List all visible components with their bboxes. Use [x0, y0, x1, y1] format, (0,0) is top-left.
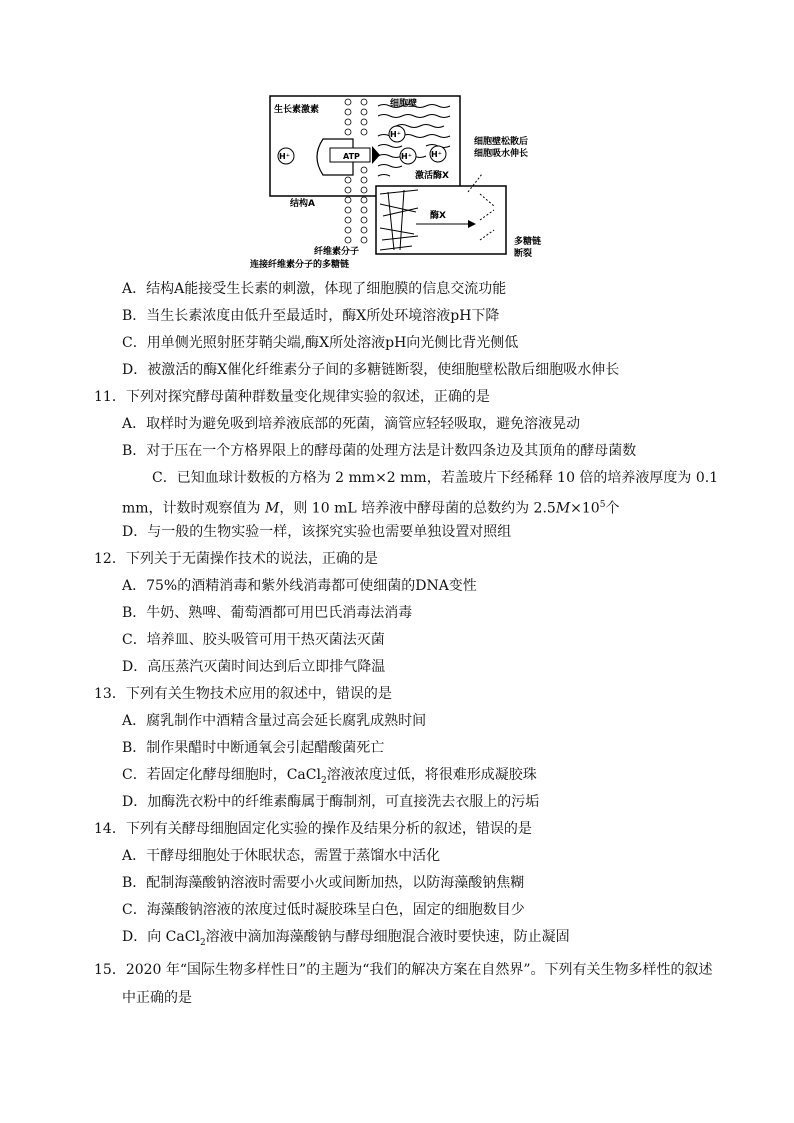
q14-d-post: 溶液中滴加海藻酸钠与酵母细胞混合液时要快速，防止凝固: [205, 929, 570, 945]
q14-option-a: A．干酵母细胞处于休眠状态，需置于蒸馏水中活化: [122, 848, 441, 864]
loosen-label: 细胞壁松散后: [474, 137, 529, 147]
q14-option-d: [122, 927, 570, 953]
q13-option-c: [122, 765, 537, 791]
broken-label: 断裂: [514, 249, 533, 259]
q13-c-sub: 2: [320, 775, 327, 786]
activate-label: 激活酶X: [415, 171, 449, 181]
diagram-figure: [250, 94, 542, 272]
enzyme-x-label: 酶X: [430, 211, 446, 221]
q12-option-b: B．牛奶、熟啤、葡萄酒都可用巴氏消毒法消毒: [122, 605, 413, 621]
q14-d-sub: 2: [199, 937, 206, 948]
q11-option-a: A．取样时为避免吸到培养液底部的死菌，滴管应轻轻吸取，避免溶液晃动: [122, 416, 581, 432]
q15-stem-line1: 15．2020 年“国际生物多样性日”的主题为“我们的解决方案在自然界”。下列有关生物多样性的叙述: [94, 962, 713, 978]
q11-c2-pre: mm，计数时观察值为: [122, 500, 266, 517]
structure-a-label: 结构A: [290, 199, 315, 209]
q13-option-a: A．腐乳制作中酒精含量过高会延长腐乳成熟时间: [122, 713, 427, 729]
q13-option-d: D．加酶洗衣粉中的纤维素酶属于酶制剂，可直接洗去衣服上的污垢: [122, 794, 540, 810]
q10-option-a: A．结构A能接受生长素的刺激，体现了细胞膜的信息交流功能: [122, 281, 507, 297]
q13-stem: 13．下列有关生物技术应用的叙述中，错误的是: [94, 686, 392, 702]
q15-stem-line2: 中正确的是: [122, 990, 192, 1006]
h-plus-label-4: H⁺: [431, 150, 442, 159]
q13-option-b: B．制作果醋时中断通氧会引起醋酸菌死亡: [122, 740, 385, 756]
absorb-label: 细胞吸水伸长: [474, 149, 529, 159]
q11-c2-times: ×10: [570, 500, 600, 517]
q14-d-pre: D．向 CaCl: [122, 929, 200, 945]
q12-option-d: D．高压蒸汽灭菌时间达到后立即排气降温: [122, 659, 386, 675]
q12-stem: 12．下列关于无菌操作技术的说法，正确的是: [94, 551, 378, 567]
h-plus-label-2: H⁺: [390, 130, 401, 139]
atp-label: ATP: [343, 152, 360, 161]
h-plus-label-3: H⁺: [401, 152, 412, 161]
q11-c2-m2: M: [555, 500, 571, 517]
q11-option-b: B．对于压在一个方格界限上的酵母菌的处理方法是计数四条边及其顶角的酵母菌数: [122, 443, 637, 459]
q11-stem: 11．下列对探究酵母菌种群数量变化规律实验的叙述，正确的是: [94, 389, 490, 405]
q10-option-b: B．当生长素浓度由低升至最适时，酶X所处环境溶液pH下降: [122, 308, 500, 324]
q11-c2-mid: ，则 10 mL 培养液中酵母菌的总数约为 2.5: [279, 500, 556, 517]
q13-c-post: 溶液浓度过低，将很难形成凝胶珠: [326, 767, 537, 783]
hormone-label: 生长素激素: [274, 105, 320, 115]
cellulose-label: 纤维素分子: [314, 247, 360, 257]
q11-c2-exp: 5: [599, 500, 606, 510]
q11-option-c-line2: [122, 495, 619, 519]
q11-c2-m: M: [265, 500, 280, 517]
q14-option-b: B．配制海藻酸钠溶液时需要小火或间断加热，以防海藻酸钠焦糊: [122, 875, 525, 891]
q11-c2-post: 个: [605, 500, 620, 517]
q11-option-c-line1: C．已知血球计数板的方格为 2 mm×2 mm，若盖玻片下经稀释 10 倍的培养液厚度为 0.1: [152, 470, 719, 486]
q10-option-c: C．用单侧光照射胚芽鞘尖端,酶X所处溶液pH向光侧比背光侧低: [122, 335, 519, 351]
q10-option-d: D．被激活的酶X催化纤维素分子间的多糖链断裂，使细胞壁松散后细胞吸水伸长: [122, 362, 620, 378]
q12-option-a: A．75%的酒精消毒和紫外线消毒都可使细菌的DNA变性: [122, 578, 477, 594]
h-plus-label-1: H⁺: [279, 152, 290, 161]
q11-option-d: D．与一般的生物实验一样，该探究实验也需要单独设置对照组: [122, 524, 512, 540]
cell-wall-label: 细胞壁: [390, 99, 418, 109]
chain-label: 多糖链: [514, 237, 542, 247]
q13-c-pre: C．若固定化酵母细胞时，CaCl: [122, 767, 321, 783]
q14-stem: 14．下列有关酵母细胞固定化实验的操作及结果分析的叙述，错误的是: [94, 821, 532, 837]
polysaccharide-label: 连接纤维素分子的多糖链: [250, 260, 350, 270]
q14-option-c: C．海藻酸钠溶液的浓度过低时凝胶珠呈白色，固定的细胞数目少: [122, 902, 525, 918]
cell-wall-diagram: [250, 94, 542, 272]
q12-option-c: C．培养皿、胶头吸管可用干热灭菌法灭菌: [122, 632, 385, 648]
